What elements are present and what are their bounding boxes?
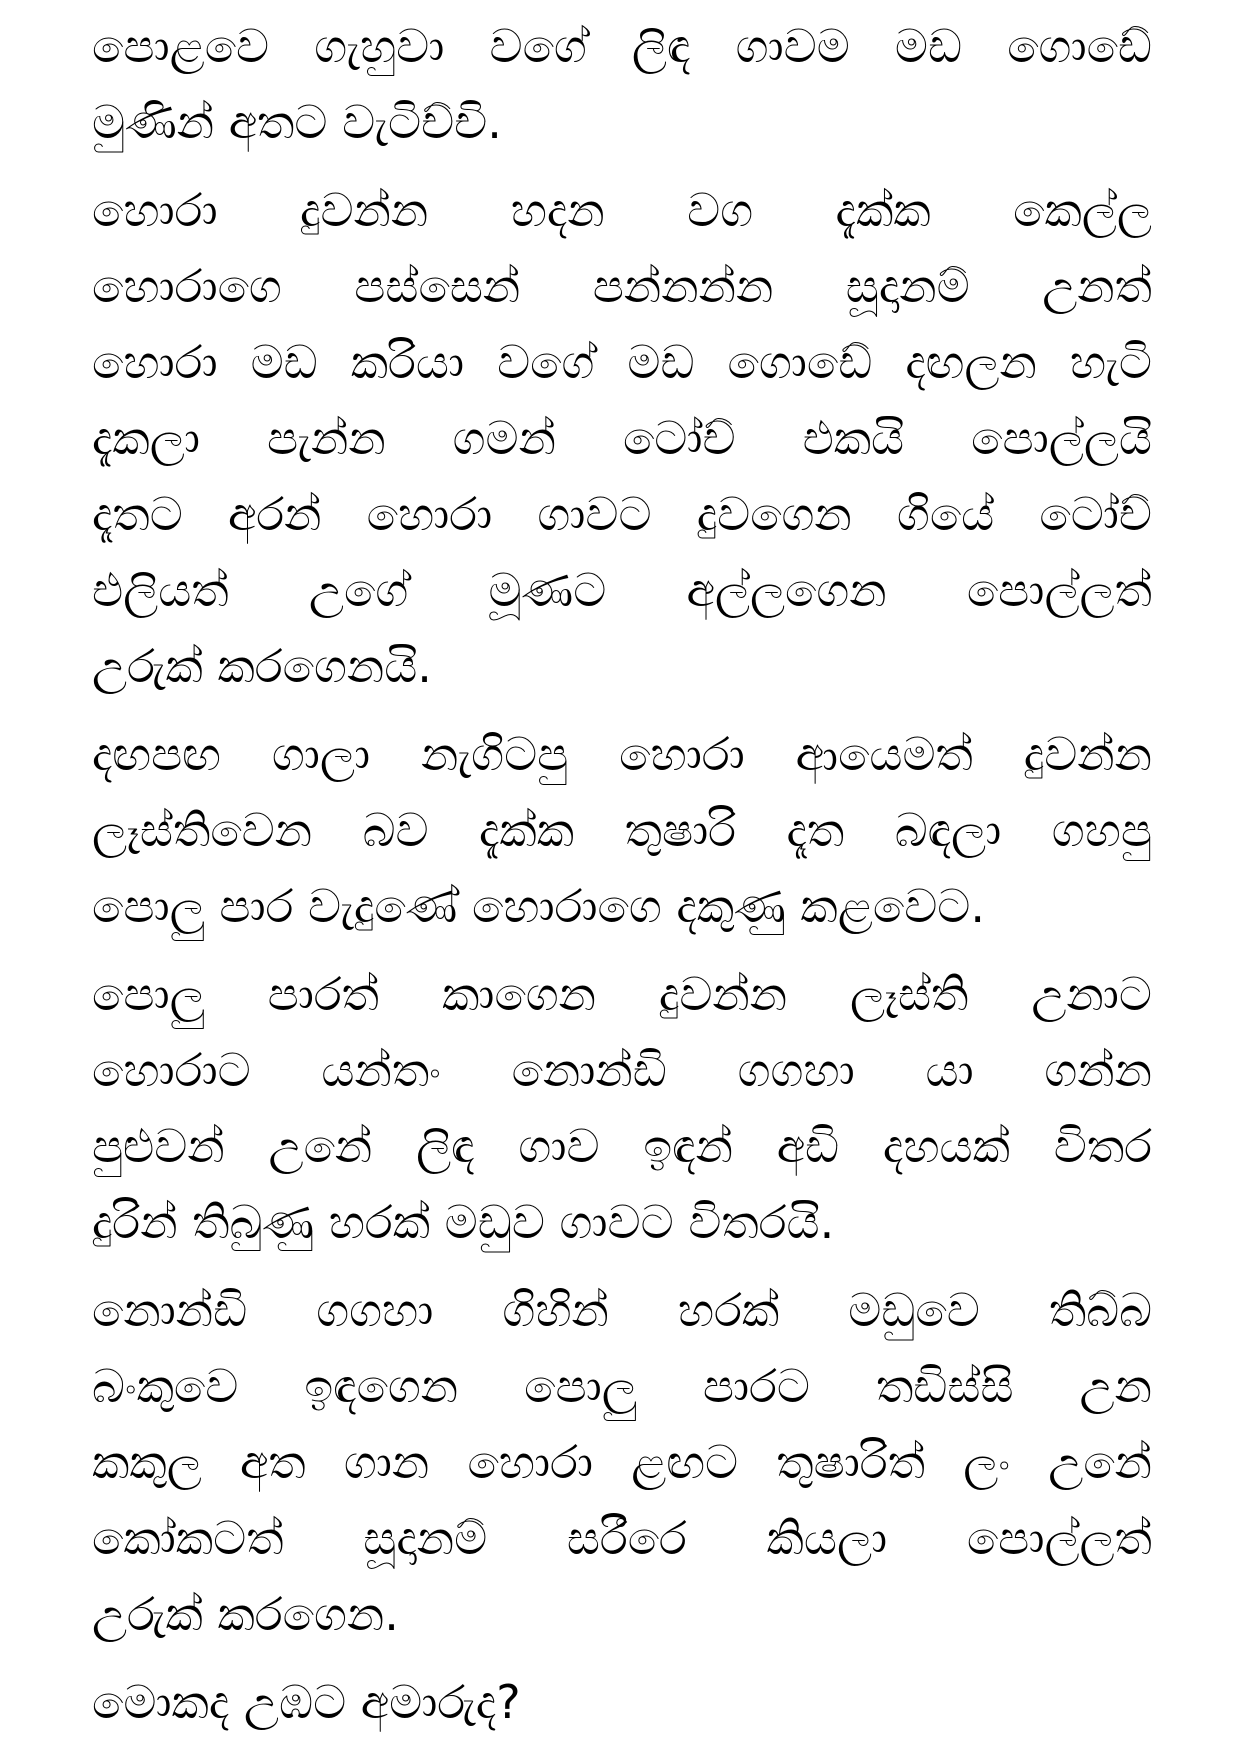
text-line: මුණින් අතට වැටිච්චි. [92, 95, 502, 149]
text-line: පොළවෙ ගැහුවා වගේ ලිඳ ගාවම මඩ ගොඩේ [92, 19, 1152, 73]
text-line: බංකුවෙ ඉඳගෙන පොලු පාරට තඩිස්සි උන [92, 1359, 1152, 1413]
text-line: දුරින් තිබුණු හරක් මඩුව ගාවට විතරයි. [92, 1195, 835, 1249]
text-line: මොකද උඹට අමාරුද? [92, 1675, 521, 1729]
text-line: හොරාගෙ පස්සෙන් පන්නන්න සූදානම් උනත් [92, 259, 1152, 313]
text-line: හොරා දුවන්න හදන වග දැක්ක කෙල්ල [92, 183, 1152, 237]
paragraph-4 [92, 956, 1152, 1260]
text-line: හොරා මඩ කරියා වගේ මඩ ගොඩේ දඟලන හැටි [92, 335, 1152, 389]
paragraph-6 [92, 1664, 1152, 1740]
text-line: ලෑස්තිවෙන බව දැක්ක තුෂාරි දෑත බඳලා ගහපු [92, 803, 1152, 857]
text-line: පුළුවන් උනේ ලිඳ ගාව ඉඳන් අඩි දහයක් විතර [92, 1119, 1152, 1173]
text-line: පොලු පාර වැදුණේ හොරාගෙ දකුණු කළවෙට. [92, 879, 985, 933]
text-line: උරුක් කරගෙනයි. [92, 639, 432, 693]
text-line: උරුක් කරගෙන. [92, 1587, 399, 1641]
text-line: පොලු පාරත් කාගෙන දුවන්න ලෑස්ති උනාට [92, 967, 1152, 1021]
paragraph-1 [92, 8, 1152, 160]
paragraph-3 [92, 716, 1152, 944]
text-line: කෝකටත් සූදානම් සරීරෙ කියලා පොල්ලත් [92, 1511, 1152, 1565]
text-line: දඟපඟ ගාලා නැගිටපු හොරා ආයෙමත් දුවන්න [92, 727, 1152, 781]
text-line: දැකලා පැන්න ගමන් ටෝච් එකයි පොල්ලයි [92, 411, 1152, 465]
paragraph-2 [92, 172, 1152, 704]
text-line: දෑතට අරන් හොරා ගාවට දුවගෙන ගියේ ටෝච් [92, 487, 1152, 541]
text-line: කකුල අත ගාන හොරා ළඟට තුෂාරිත් ලං උනේ [92, 1435, 1152, 1489]
text-line: නොන්ඩි ගගහා ගිහින් හරක් මඩුවෙ තිබ්බ [92, 1283, 1152, 1337]
paragraph-5 [92, 1272, 1152, 1652]
text-line: හොරාට යන්තං නොන්ඩි ගගහා යා ගන්න [92, 1043, 1152, 1097]
text-line: එලියත් උගේ මූණට අල්ලගෙන පොල්ලත් [92, 563, 1152, 617]
